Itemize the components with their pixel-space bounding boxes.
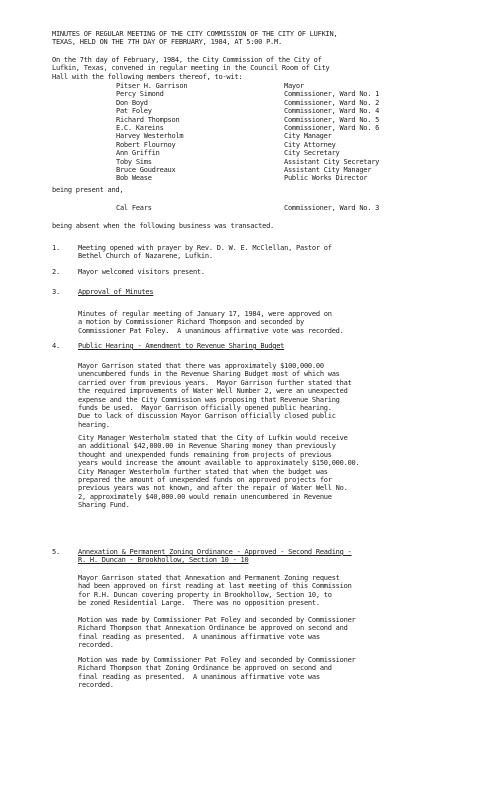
attendee-name: Percy Simond (116, 90, 164, 99)
paragraph-line: thought and unexpended funds remaining from projects of previous (78, 450, 332, 459)
paragraph-line: hearing. (78, 420, 110, 429)
attendee-name: Bob Wease (116, 174, 152, 183)
item-prayer (78, 244, 478, 261)
paragraph-line: had been approved on first reading at last meeting of this Commission (78, 582, 352, 591)
paragraph-line: final reading as presented. A unanimous affirmative vote was (78, 632, 320, 641)
attendee-row (52, 158, 472, 166)
attendee-name: Pitser H. Garrison (116, 82, 188, 90)
absent-text: being absent when the following business was transacted. (52, 222, 275, 230)
attendee-name: E.C. Kareins (116, 123, 164, 132)
title-line: MINUTES OF REGULAR MEETING OF THE CITY COMMISSION OF THE CITY OF LUFKIN, (52, 30, 338, 38)
paragraph-line: Minutes of regular meeting of January 17, 1984, were approved on (78, 310, 332, 318)
item-heading-annexation (78, 548, 478, 565)
attendee-row (52, 116, 472, 124)
paragraph-line: a motion by Commissioner Richard Thompson and seconded by (78, 318, 304, 327)
absent-title: Commissioner, Ward No. 3 (284, 204, 380, 212)
attendee-name: Bruce Goudreaux (116, 165, 176, 174)
item-heading: Annexation & Permanent Zoning Ordinance - Approved - Second Reading - (78, 548, 352, 556)
attendee-title: Commissioner, Ward No. 4 (284, 107, 380, 116)
paragraph-line: Richard Thompson that Annexation Ordinance be approved on second and (78, 624, 348, 633)
item-visitors (78, 268, 478, 276)
attendee-row (52, 107, 472, 115)
attendee-list (52, 82, 472, 183)
attendee-name: Harvey Westerholm (116, 132, 184, 141)
attendee-row (52, 149, 472, 157)
paragraph-line: Richard Thompson that Zoning Ordinance be approved on second and (78, 664, 332, 673)
annexation-paragraph (78, 574, 478, 608)
zoning-motion-paragraph (78, 656, 478, 690)
attendee-name: Ann Griffin (116, 149, 160, 158)
attendee-row (52, 132, 472, 140)
attendee-title: Assistant City Manager (284, 165, 372, 174)
intro-line: On the 7th day of February, 1984, the City Commission of the City of (52, 56, 322, 64)
attendee-row (52, 99, 472, 107)
paragraph-line: Due to lack of discussion Mayor Garrison officially closed public (78, 412, 336, 421)
paragraph-line: Motion was made by Commissioner Pat Foley and seconded by Commissioner (78, 616, 356, 624)
present-text: being present and, (52, 186, 124, 194)
item-heading: Public Hearing - Amendment to Revenue Sharing Budget (78, 342, 285, 350)
intro-line: Hall with the following members thereof, to-wit: (52, 72, 243, 81)
attendee-title: City Secretary (284, 149, 340, 158)
paragraph-line: prepared the amount of unexpended funds on approved projects for (78, 476, 332, 485)
paragraph-line: Motion was made by Commissioner Pat Foley and seconded by Commissioner (78, 656, 356, 664)
title-line: TEXAS, HELD ON THE 7TH DAY OF FEBRUARY, 1984, AT 5:00 P.M. (52, 38, 282, 47)
attendee-name: Robert Flournoy (116, 140, 176, 149)
attendee-title: Commissioner, Ward No. 5 (284, 115, 380, 124)
item-number: 1. (52, 244, 60, 252)
paragraph-line: funds be used. Mayor Garrison officially opened public hearing. (78, 404, 332, 413)
item-heading-minutes (78, 288, 478, 296)
attendee-row (52, 124, 472, 132)
annexation-motion-paragraph (78, 616, 478, 650)
attendee-row (52, 174, 472, 182)
city-manager-paragraph (78, 434, 478, 510)
attendee-title: Public Works Director (284, 174, 368, 183)
paragraph-line: the required improvements of Water Well Number 2, were an unexpected (78, 387, 348, 396)
attendee-title: Commissioner, Ward No. 1 (284, 90, 380, 99)
absent-name: Cal Fears (116, 204, 152, 212)
attendee-title: Mayor (284, 82, 304, 90)
attendee-row (52, 82, 472, 90)
attendee-name: Pat Foley (116, 107, 152, 116)
paragraph-line: years would increase the amount available to approximately $150,000.00. (78, 459, 360, 468)
absent-line (52, 222, 472, 230)
item-line: Bethel Church of Nazarene, Lufkin. (78, 252, 213, 261)
attendee-title: Commissioner, Ward No. 6 (284, 123, 380, 132)
intro-line: Lufkin, Texas, convened in regular meeting in the Council Room of City (52, 64, 330, 73)
paragraph-line: an additional $42,000.00 in Revenue Sharing money than previously (78, 442, 336, 451)
paragraph-line: be zoned Residential Large. There was no opposition present. (78, 599, 320, 608)
paragraph-line: Sharing Fund. (78, 501, 130, 510)
paragraph-line: City Manager Westerholm stated that the City of Lufkin would receive (78, 434, 348, 442)
attendee-title: City Manager (284, 132, 332, 141)
paragraph-line: previous years was not known, and after the repair of Water Well No. (78, 484, 348, 493)
attendee-name: Don Boyd (116, 98, 148, 107)
attendee-name: Richard Thompson (116, 115, 180, 124)
paragraph-line: unencumbered funds in the Revenue Sharing Budget most of which was (78, 370, 340, 379)
attendee-row (52, 166, 472, 174)
paragraph-line: City Manager Westerholm further stated that when the budget was (78, 467, 328, 476)
absent-member (52, 204, 472, 212)
attendee-title: Commissioner, Ward No. 2 (284, 98, 380, 107)
present-line (52, 186, 472, 194)
item-heading-public-hearing (78, 342, 478, 350)
paragraph-line: final reading as presented. A unanimous affirmative vote was (78, 672, 320, 681)
intro-paragraph (52, 56, 472, 81)
minutes-approval-paragraph (78, 310, 478, 335)
paragraph-line: carried over from previous years. Mayor Garrison further stated that (78, 378, 352, 387)
item-number: 3. (52, 288, 60, 296)
paragraph-line: Mayor Garrison stated that Annexation and Permanent Zoning request (78, 574, 340, 582)
attendee-row (52, 90, 472, 98)
item-heading: R. H. Duncan - Brookhollow, Section 10 - 10 (78, 556, 249, 565)
paragraph-line: recorded. (78, 641, 114, 650)
paragraph-line: Mayor Garrison stated that there was approximately $100,000.00 (78, 362, 324, 370)
item-heading: Approval of Minutes (78, 288, 154, 296)
attendee-title: Assistant City Secretary (284, 157, 380, 166)
item-line: Mayor welcomed visitors present. (78, 268, 205, 276)
paragraph-line: 2, approximately $40,000.00 would remain unencumbered in Revenue (78, 492, 332, 501)
item-number: 4. (52, 342, 60, 350)
public-hearing-paragraph (78, 362, 478, 429)
absent-row (52, 204, 472, 212)
item-number: 5. (52, 548, 60, 556)
paragraph-line: recorded. (78, 681, 114, 690)
paragraph-line: expense and the City Commission was proposing that Revenue Sharing (78, 395, 340, 404)
item-line: Meeting opened with prayer by Rev. D. W. E. McClellan, Pastor of (78, 244, 332, 252)
document-title (52, 30, 472, 47)
paragraph-line: for R.H. Duncan covering property in Brookhollow, Section 10, to (78, 590, 332, 599)
attendee-name: Toby Sims (116, 157, 152, 166)
item-number: 2. (52, 268, 60, 276)
attendee-row (52, 141, 472, 149)
paragraph-line: Commissioner Pat Foley. A unanimous affirmative vote was recorded. (78, 326, 344, 335)
attendee-title: City Attorney (284, 140, 336, 149)
